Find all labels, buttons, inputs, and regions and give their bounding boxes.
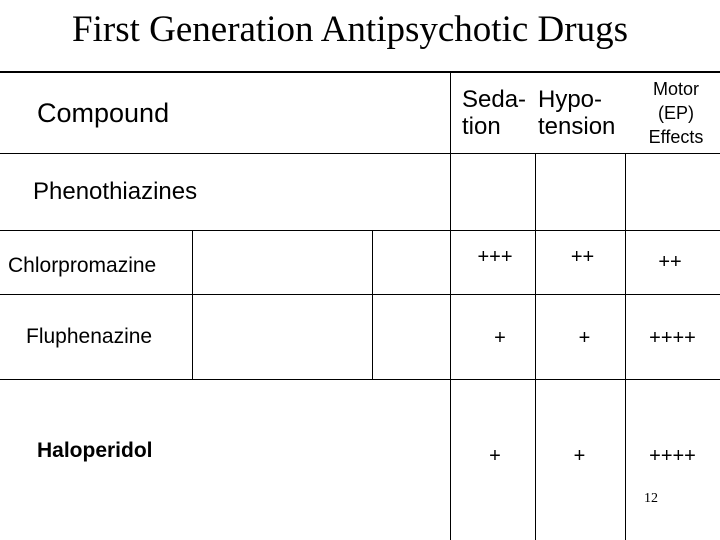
- table-top-border: [0, 71, 720, 73]
- header-motor-line3: Effects: [648, 127, 704, 147]
- header-motor-line2: (EP): [658, 103, 694, 123]
- phenothiazine-divider-left: [192, 230, 193, 379]
- slide-title: First Generation Antipsychotic Drugs: [72, 9, 628, 50]
- row2-bottom-rule: [0, 379, 720, 380]
- phenothiazine-divider-right: [372, 230, 373, 379]
- row-haloperidol-hypotension: +: [573, 445, 586, 467]
- header-bottom-rule: [0, 153, 720, 154]
- group-label-phenothiazines: Phenothiazines: [33, 178, 198, 205]
- header-compound: Compound: [37, 98, 170, 128]
- row-fluphenazine-sedation: +: [494, 327, 506, 349]
- row-haloperidol-sedation: +: [489, 445, 501, 467]
- row1-bottom-rule: [0, 294, 720, 295]
- row-fluphenazine-hypotension: +: [578, 327, 591, 349]
- row-haloperidol-motor: ++++: [649, 445, 696, 467]
- row-haloperidol-compound: Haloperidol: [37, 439, 153, 462]
- header-sedation: [462, 86, 526, 140]
- header-hypotension-line2: tension: [538, 113, 616, 140]
- header-motor: [640, 77, 712, 149]
- header-hypotension-line1: Hypo-: [538, 86, 603, 113]
- row-chlorpromazine-compound: Chlorpromazine: [8, 254, 157, 277]
- row-chlorpromazine-motor: ++: [658, 251, 682, 273]
- header-motor-line1: Motor: [652, 79, 699, 99]
- header-hypotension: [538, 86, 615, 140]
- header-sedation-line1: Seda-: [462, 86, 527, 113]
- column-divider-sedation: [450, 72, 451, 540]
- row-chlorpromazine-sedation: +++: [477, 246, 513, 268]
- row-fluphenazine-compound: Fluphenazine: [26, 325, 153, 348]
- page-number: 12: [644, 491, 658, 506]
- row-fluphenazine-motor: ++++: [649, 327, 696, 349]
- row-chlorpromazine-hypotension: ++: [570, 246, 595, 268]
- header-sedation-line2: tion: [462, 113, 501, 140]
- group-bottom-rule: [0, 230, 720, 231]
